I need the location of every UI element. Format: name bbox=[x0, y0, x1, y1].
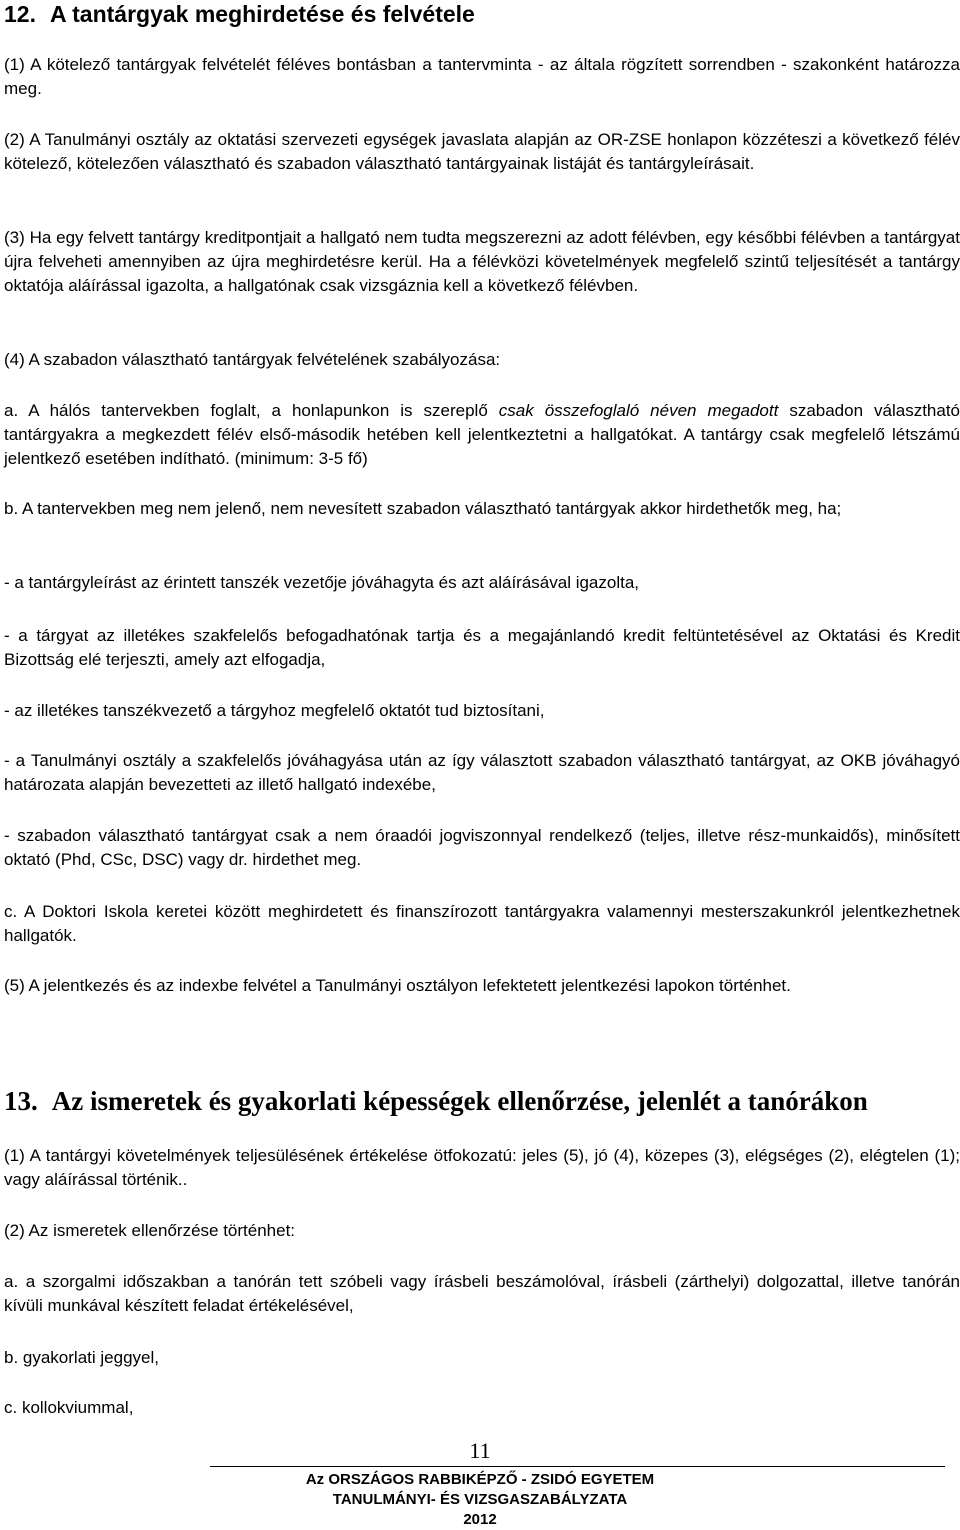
dash-item: - a Tanulmányi osztály a szakfelelős jóváhagyása után az így választott szabadon választható tantárgyat, az OKB jóváhagyó határozata alapján bevezetteti az illető hallgató indexébe, bbox=[4, 751, 960, 794]
footer-line: 2012 bbox=[463, 1511, 497, 1528]
item-a-text: a. A hálós tantervekben foglalt, a honlapunkon is szereplő bbox=[4, 401, 499, 420]
section-title: A tantárgyak meghirdetése és felvétele bbox=[49, 1, 475, 27]
item-a-text-end: szabadon választható tantárgyakra a megkezdett félév első-második hetében kell jelentkeztetni a hallgatókat. A tantárgy csak megfelelő létszámú jelentkező esetében indítható. (minimum: 3-5 fő) bbox=[4, 401, 960, 468]
section-number: 13. bbox=[4, 1086, 38, 1116]
item-a bbox=[4, 399, 960, 471]
paragraph-5: (5) A jelentkezés és az indexbe felvétel a Tanulmányi osztályon lefektetett jelentkezési lapokon történhet. bbox=[4, 976, 791, 995]
dash-item: - a tantárgyleírást az érintett tanszék vezetője jóváhagyta és azt aláírásával igazolta, bbox=[4, 573, 640, 592]
paragraph: a. a szorgalmi időszakban a tanórán tett szóbeli vagy írásbeli beszámolóval, írásbeli (zárthelyi) dolgozattal, illetve tanórán kívüli munkával készített feladat értékelésével, bbox=[4, 1272, 960, 1315]
section-number: 12. bbox=[4, 1, 36, 27]
section-13-heading bbox=[4, 1085, 868, 1117]
dash-item: - a tárgyat az illetékes szakfelelős befogadhatónak tartja és a megajánlandó kredit feltüntetésével az Oktatási és Kredit Bizottság elé terjeszti, amely azt elfogadja, bbox=[4, 626, 960, 669]
paragraph: (3) Ha egy felvett tantárgy kreditpontjait a hallgató nem tudta megszerezni az adott félévben, egy későbbi félévben a tantárgyat újra felveheti amennyiben az újra meghirdetésre kerül. Ha a félévközi követelmények megfelelő szintű teljesítését a tantárgy oktatója aláírással igazolta, a hallgatónak csak vizsgáznia kell a következő félévben. bbox=[4, 228, 960, 295]
page-number: 11 bbox=[469, 1438, 491, 1463]
paragraph: (4) A szabadon választható tantárgyak felvételének szabályozása: bbox=[4, 350, 501, 369]
footer-line: Az ORSZÁGOS RABBIKÉPZŐ - ZSIDÓ EGYETEM bbox=[305, 1471, 655, 1488]
paragraph: (2) A Tanulmányi osztály az oktatási szervezeti egységek javaslata alapján az OR-ZSE honlapon közzéteszi a következő félév kötelező, kötelezően választható és szabadon választható tantárgyainak listáját és tantárgyleírásait. bbox=[4, 130, 960, 173]
paragraph: (1) A kötelező tantárgyak felvételét féléves bontásban a tantervminta - az általa rögzített sorrendben - szakonként határozza meg. bbox=[4, 55, 960, 98]
paragraph: c. kollokviummal, bbox=[4, 1398, 134, 1417]
footer bbox=[0, 1470, 960, 1530]
dash-item: - szabadon választható tantárgyat csak a nem óraadói jogviszonnyal rendelkező (teljes, illetve rész-munkaidős), minősített oktató (Phd, CSc, DSC) vagy dr. hirdethet meg. bbox=[4, 826, 960, 869]
section-title: Az ismeretek és gyakorlati képességek ellenőrzése, jelenlét a tanórákon bbox=[51, 1086, 868, 1116]
paragraph: b. gyakorlati jeggyel, bbox=[4, 1348, 159, 1367]
footer-divider bbox=[210, 1466, 945, 1467]
section-12-heading bbox=[4, 0, 475, 28]
item-b: b. A tantervekben meg nem jelenő, nem nevesített szabadon választható tantárgyak akkor hirdethetők meg, ha; bbox=[4, 499, 842, 518]
paragraph: (2) Az ismeretek ellenőrzése történhet: bbox=[4, 1221, 296, 1240]
paragraph: (1) A tantárgyi követelmények teljesülésének értékelése ötfokozatú: jeles (5), jó (4), közepes (3), elégséges (2), elégtelen (1); vagy aláírással történik.. bbox=[4, 1146, 960, 1189]
footer-line: TANULMÁNYI- ÉS VIZSGASZABÁLYZATA bbox=[332, 1491, 628, 1508]
dash-item: - az illetékes tanszékvezető a tárgyhoz megfelelő oktatót tud biztosítani, bbox=[4, 701, 545, 720]
item-a-emphasis: csak összefoglaló néven megadott bbox=[498, 401, 779, 420]
item-c: c. A Doktori Iskola keretei között meghirdetett és finanszírozott tantárgyakra valamennyi mesterszakunkról jelentkezhetnek hallgatók. bbox=[4, 902, 960, 945]
